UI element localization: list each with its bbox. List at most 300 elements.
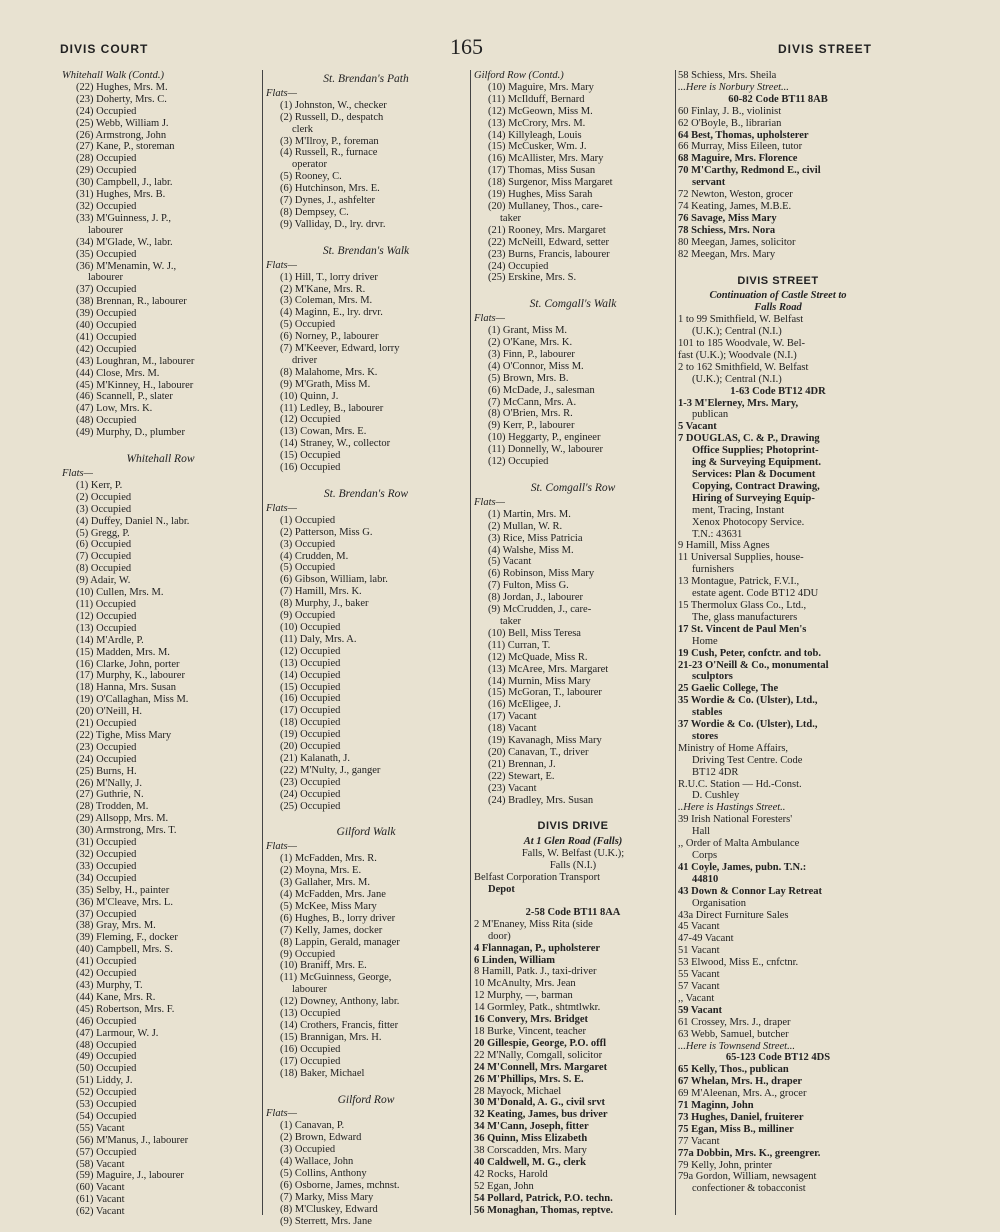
directory-line: (15) Occupied — [280, 681, 341, 693]
directory-line: 78 Schiess, Mrs. Nora — [678, 224, 776, 236]
directory-line: (17) Occupied — [280, 705, 341, 717]
directory-line: (49) Occupied — [76, 1051, 137, 1063]
directory-line: ...Here is Townsend Street... — [678, 1040, 795, 1052]
directory-line: (40) Campbell, Mrs. S. — [76, 944, 173, 956]
directory-line: 79 Kelly, John, printer — [678, 1159, 773, 1171]
directory-line: (53) Occupied — [76, 1099, 137, 1111]
directory-line: (4) McFadden, Mrs. Jane — [280, 889, 386, 900]
header-left: DIVIS COURT — [60, 42, 149, 56]
directory-line: (15) McGoran, T., labourer — [488, 687, 602, 699]
directory-line: (26) Armstrong, John — [76, 129, 167, 141]
directory-line: 65-123 Code BT12 4DS — [725, 1052, 831, 1064]
directory-line: (23) Burns, Francis, labourer — [488, 248, 610, 260]
directory-line: 101 to 185 Woodvale, W. Bel- — [678, 338, 805, 350]
directory-line: confectioner & tobacconist — [692, 1183, 806, 1195]
directory-line: taker — [500, 212, 521, 224]
directory-line: (4) Russell, R., furnace — [280, 147, 378, 159]
directory-line: (22) M'Nulty, J., ganger — [280, 764, 381, 776]
directory-line: (14) Occupied — [280, 669, 341, 681]
directory-line: 43a Direct Furniture Sales — [678, 909, 789, 921]
section-heading: St. Brendan's Row — [323, 489, 409, 500]
directory-line: (12) McQuade, Miss R. — [488, 651, 588, 663]
section-heading: St. Comgall's Walk — [529, 299, 617, 311]
directory-line: (37) Occupied — [76, 284, 137, 296]
directory-line: (7) Hamill, Mrs. K. — [280, 586, 362, 598]
directory-line: 39 Irish National Foresters' — [678, 814, 793, 826]
directory-line: 82 Meegan, Mrs. Mary — [678, 248, 776, 260]
directory-line: (13) Occupied — [76, 622, 137, 634]
directory-line: (45) Robertson, Mrs. F. — [76, 1003, 175, 1015]
directory-line: (11) Donnelly, W., labourer — [488, 444, 603, 456]
directory-line: (24) Occupied — [76, 105, 137, 117]
section-heading: DIVIS STREET — [737, 275, 819, 287]
directory-line: (33) Occupied — [76, 860, 137, 872]
directory-line: (51) Liddy, J. — [76, 1075, 133, 1087]
directory-line: 47-49 Vacant — [678, 933, 734, 945]
directory-line: (8) Dempsey, C. — [280, 206, 349, 218]
directory-line: 30 M'Donald, A. G., civil srvt — [474, 1097, 605, 1109]
directory-line: (23) Doherty, Mrs. C. — [76, 93, 167, 105]
directory-line: (U.K.); Central (N.I.) — [692, 373, 782, 385]
directory-line: 36 Quinn, Miss Elizabeth — [474, 1133, 588, 1145]
directory-line: 55 Vacant — [678, 969, 720, 981]
directory-line: 11 Universal Supplies, house- — [678, 552, 804, 564]
directory-line: 77 Vacant — [678, 1135, 720, 1147]
directory-line: 41 Coyle, James, pubn. T.N.: — [678, 861, 807, 873]
directory-line: 63 Webb, Samuel, butcher — [678, 1028, 789, 1040]
directory-line: 1-63 Code BT12 4DR — [730, 385, 826, 397]
directory-line: (30) Campbell, J., labr. — [76, 177, 173, 189]
directory-line: taker — [500, 615, 521, 627]
directory-line: (3) Occupied — [76, 503, 132, 515]
directory-line: Services: Plan & Document — [692, 469, 816, 480]
directory-line: (44) Close, Mrs. M. — [76, 367, 160, 379]
directory-line: (8) Jordan, J., labourer — [488, 592, 584, 604]
directory-line: (18) Occupied — [280, 717, 341, 729]
directory-line: 25 Gaelic College, The — [678, 683, 779, 695]
directory-line: (8) Murphy, J., baker — [280, 598, 369, 610]
directory-line: (15) Brannigan, Mrs. H. — [280, 1031, 382, 1043]
directory-line: 43 Down & Connor Lay Retreat — [678, 885, 822, 897]
directory-line: (10) Heggarty, P., engineer — [488, 432, 601, 444]
directory-line: (8) O'Brien, Mrs. R. — [488, 408, 573, 420]
directory-line: (14) Killyleagh, Louis — [488, 129, 582, 141]
directory-line: (61) Vacant — [76, 1194, 125, 1206]
directory-line: 14 Gormley, Patk., shtmtlwkr. — [474, 1002, 601, 1014]
directory-line: (24) Occupied — [280, 788, 341, 800]
directory-line: (12) Downey, Anthony, labr. — [280, 996, 400, 1008]
directory-line: (48) Occupied — [76, 1039, 137, 1051]
directory-line: 5 Vacant — [678, 421, 717, 433]
directory-line: (13) McCrory, Mrs. M. — [488, 117, 586, 129]
directory-line: (16) Clarke, John, porter — [76, 658, 180, 670]
directory-line: (14) M'Ardle, P. — [76, 634, 144, 646]
directory-line: 19 Cush, Peter, confctr. and tob. — [678, 647, 822, 659]
directory-line: 10 McAnulty, Mrs. Jean — [474, 978, 576, 990]
directory-line: (7) Kelly, James, docker — [280, 924, 383, 936]
directory-line: (27) Guthrie, N. — [76, 789, 144, 801]
directory-line: Whitehall Walk (Contd.) — [62, 70, 164, 81]
directory-line: (18) Hanna, Mrs. Susan — [76, 682, 177, 694]
directory-line: (57) Occupied — [76, 1146, 137, 1158]
directory-line: (22) Hughes, Mrs. M. — [76, 81, 168, 93]
directory-line: (46) Occupied — [76, 1015, 137, 1027]
directory-line: (13) McAree, Mrs. Margaret — [488, 663, 609, 675]
directory-line: (16) McEligee, J. — [488, 699, 561, 711]
directory-line: 67 Whelan, Mrs. H., draper — [678, 1076, 803, 1088]
directory-line: clerk — [292, 123, 313, 135]
directory-line: (8) Lappin, Gerald, manager — [280, 936, 400, 948]
directory-line: (5) McKee, Miss Mary — [280, 900, 377, 912]
directory-line: (11) Daly, Mrs. A. — [280, 633, 357, 645]
directory-line: furnishers — [692, 564, 734, 576]
page-number: 165 — [450, 34, 483, 59]
directory-line: ,, Order of Malta Ambulance — [678, 838, 800, 850]
directory-line: (23) Occupied — [76, 741, 137, 753]
directory-line: labourer — [292, 984, 327, 996]
section-heading: St. Brendan's Path — [323, 74, 409, 85]
spacer — [62, 439, 259, 450]
directory-line: Ministry of Home Affairs, — [678, 742, 789, 754]
directory-line: fast (U.K.); Woodvale (N.I.) — [678, 349, 797, 361]
directory-line: (20) Mullaney, Thos., care- — [488, 200, 603, 212]
section-heading: Gilford Row — [337, 1094, 395, 1106]
column-4 — [678, 70, 878, 1230]
directory-line: (32) Occupied — [76, 200, 137, 212]
section-heading: Gilford Walk — [336, 827, 396, 839]
directory-line: (12) Occupied — [280, 645, 341, 657]
spacer — [266, 812, 466, 823]
directory-line: 37 Wordie & Co. (Ulster), Ltd., — [678, 719, 818, 731]
column-divider — [262, 70, 263, 1215]
directory-line: (56) M'Manus, J., labourer — [76, 1134, 189, 1146]
directory-line: (5) Vacant — [488, 556, 532, 568]
directory-line: (47) Larmour, W. J. — [76, 1027, 159, 1039]
directory-line: (42) Occupied — [76, 343, 137, 355]
directory-line: 72 Newton, Weston, grocer — [678, 189, 793, 201]
directory-line: (17) Vacant — [488, 711, 537, 723]
directory-line: (21) Rooney, Mrs. Margaret — [488, 224, 606, 236]
directory-line: driver — [292, 354, 318, 366]
directory-line: Gilford Row (Contd.) — [474, 70, 564, 81]
directory-line: ,, Vacant — [678, 992, 715, 1004]
directory-line: ...Here is Norbury Street... — [678, 81, 789, 93]
section-heading: DIVIS DRIVE — [537, 821, 609, 833]
directory-line: (1) Occupied — [280, 514, 336, 526]
directory-line: (1) Hill, T., lorry driver — [280, 271, 378, 283]
directory-line: (4) Crudden, M. — [280, 550, 349, 562]
directory-line: (38) Brennan, R., labourer — [76, 296, 187, 308]
column-divider — [675, 70, 676, 1215]
directory-line: estate agent. Code BT12 4DU — [692, 588, 819, 600]
header-right: DIVIS STREET — [777, 42, 872, 56]
directory-line: (8) Malahome, Mrs. K. — [280, 366, 378, 378]
directory-line: (16) Occupied — [280, 1043, 341, 1055]
directory-line: R.U.C. Station — Hd.-Const. — [678, 778, 802, 790]
directory-line: (10) Occupied — [280, 621, 341, 633]
directory-line: 32 Keating, James, bus driver — [474, 1109, 608, 1121]
spacer — [678, 261, 878, 272]
directory-line: 2 to 162 Smithfield, W. Belfast — [678, 361, 809, 373]
directory-line: 4 Flannagan, P., upholsterer — [474, 942, 601, 954]
directory-line: (12) Occupied — [280, 414, 341, 426]
directory-line: 7 DOUGLAS, C. & P., Drawing — [678, 433, 820, 445]
directory-line: (7) McCann, Mrs. A. — [488, 396, 577, 408]
directory-line: ..Here is Hastings Street.. — [678, 802, 786, 814]
directory-line: 18 Burke, Vincent, teacher — [474, 1025, 587, 1037]
directory-line: (3) Coleman, Mrs. M. — [280, 295, 373, 307]
directory-line: (11) McGuinness, George, — [280, 972, 392, 984]
spacer — [474, 468, 672, 479]
directory-line: 61 Crossey, Mrs. J., draper — [678, 1016, 791, 1028]
directory-line: (2) Patterson, Miss G. — [280, 526, 373, 538]
directory-line: (14) Murnin, Miss Mary — [488, 675, 591, 687]
directory-line: 38 Corscadden, Mrs. Mary — [474, 1145, 587, 1157]
directory-line: (22) McNeill, Edward, setter — [488, 236, 610, 248]
directory-line: (2) O'Kane, Mrs. K. — [488, 337, 573, 349]
directory-line: Flats— — [62, 468, 93, 479]
directory-line: 56 Monaghan, Thomas, reptve. — [474, 1204, 614, 1216]
directory-line: (9) Adair, W. — [76, 575, 131, 587]
directory-line: 28 Mayock, Michael — [474, 1085, 562, 1097]
directory-line: (16) Occupied — [280, 693, 341, 705]
directory-line: (41) Occupied — [76, 956, 137, 968]
directory-line: (1) McFadden, Mrs. R. — [280, 853, 377, 865]
directory-line: (5) Occupied — [280, 319, 336, 331]
directory-line: (34) Occupied — [76, 872, 137, 884]
directory-line: 68 Maguire, Mrs. Florence — [678, 153, 798, 165]
directory-line: (6) Robinson, Miss Mary — [488, 568, 595, 580]
directory-line: (9) Kerr, P., labourer — [488, 420, 575, 432]
directory-line: Flats— — [474, 313, 505, 325]
directory-line: (25) Burns, H. — [76, 765, 137, 777]
directory-line: The, glass manufacturers — [692, 611, 798, 623]
directory-line: 26 M'Phillips, Mrs. S. E. — [474, 1073, 584, 1085]
directory-line: door) — [488, 930, 511, 942]
directory-line: (45) M'Kinney, H., labourer — [76, 379, 194, 391]
directory-line: 9 Hamill, Miss Agnes — [678, 540, 770, 552]
directory-line: (31) Occupied — [76, 837, 137, 849]
directory-line: (35) Selby, H., painter — [76, 884, 170, 896]
directory-line: (39) Fleming, F., docker — [76, 932, 178, 944]
directory-line: (7) Dynes, J., ashfelter — [280, 195, 376, 207]
directory-line: (8) Occupied — [76, 563, 132, 575]
directory-line: Xenox Photocopy Service. — [692, 516, 805, 528]
directory-line: (16) McAllister, Mrs. Mary — [488, 153, 604, 165]
directory-line: (39) Occupied — [76, 308, 137, 320]
section-heading: St. Brendan's Walk — [322, 245, 410, 257]
directory-line: (12) Occupied — [76, 610, 137, 622]
directory-line: (32) Occupied — [76, 849, 137, 860]
directory-line: (1) Grant, Miss M. — [488, 325, 568, 337]
directory-line: (54) Occupied — [76, 1110, 137, 1122]
directory-line: 34 M'Cann, Joseph, fitter — [474, 1121, 589, 1133]
directory-line: 22 M'Nally, Comgall, solicitor — [474, 1049, 603, 1061]
directory-line: Flats— — [266, 502, 297, 514]
directory-line: (28) Trodden, M. — [76, 801, 149, 813]
spacer — [474, 806, 672, 817]
directory-line: (34) M'Glade, W., labr. — [76, 236, 173, 248]
directory-line: (33) M'Guinness, J. P., — [76, 212, 171, 224]
directory-line: 64 Best, Thomas, upholsterer — [678, 129, 809, 141]
directory-line: 62 O'Boyle, B., librarian — [678, 117, 782, 129]
directory-line: (8) M'Cluskey, Edward — [280, 1203, 378, 1215]
directory-line: Flats— — [266, 841, 297, 853]
directory-line: 70 M'Carthy, Redmond E., civil — [678, 165, 821, 177]
spacer — [474, 284, 672, 295]
directory-line: Home — [692, 635, 718, 647]
directory-line: sculptors — [692, 671, 733, 683]
directory-line: (21) Kalanath, J. — [280, 752, 350, 764]
directory-line: (10) Cullen, Mrs. M. — [76, 587, 164, 599]
directory-line: (10) Quinn, J. — [280, 390, 339, 402]
directory-line: (38) Gray, Mrs. M. — [76, 920, 156, 932]
directory-line: (3) Rice, Miss Patricia — [488, 532, 583, 544]
directory-line: Belfast Corporation Transport — [474, 872, 600, 884]
directory-line: Organisation — [692, 897, 747, 909]
directory-line: (18) Vacant — [488, 723, 537, 735]
directory-line: D. Cushley — [692, 790, 740, 802]
directory-line: 51 Vacant — [678, 945, 720, 957]
directory-line: (36) M'Cleave, Mrs. L. — [76, 896, 173, 908]
directory-line: (4) O'Connor, Miss M. — [488, 360, 584, 372]
directory-line: (11) Ledley, B., labourer — [280, 402, 384, 414]
directory-line: Flats— — [266, 259, 297, 271]
section-heading: Whitehall Row — [126, 454, 195, 466]
directory-line: 40 Caldwell, M. G., clerk — [474, 1156, 586, 1168]
directory-line: 66 Murray, Miss Eileen, tutor — [678, 141, 803, 153]
directory-line: (3) Finn, P., labourer — [488, 348, 575, 360]
directory-line: (14) Crothers, Francis, fitter — [280, 1019, 399, 1031]
directory-line: 71 Maginn, John — [678, 1100, 754, 1112]
directory-line: (2) Occupied — [76, 491, 132, 503]
directory-line: 69 M'Aleenan, Mrs. A., grocer — [678, 1088, 807, 1100]
directory-line: (2) Mullan, W. R. — [488, 520, 563, 532]
directory-line: (43) Murphy, T. — [76, 979, 143, 991]
directory-line: Depot — [488, 884, 515, 895]
directory-line: (2) Moyna, Mrs. E. — [280, 865, 362, 877]
directory-line: (12) Occupied — [488, 456, 549, 468]
directory-line: Corps — [692, 850, 718, 861]
directory-line: (7) Marky, Miss Mary — [280, 1191, 374, 1203]
directory-line: (17) Murphy, K., labourer — [76, 670, 185, 682]
directory-line: (U.K.); Central (N.I.) — [692, 326, 782, 338]
directory-line: ing & Surveying Equipment. — [692, 457, 821, 469]
directory-line: (3) Occupied — [280, 1144, 336, 1156]
directory-line: (10) Maguire, Mrs. Mary — [488, 81, 594, 93]
directory-line: (55) Vacant — [76, 1122, 125, 1134]
directory-line: (19) Hughes, Miss Sarah — [488, 189, 593, 201]
directory-line: Flats— — [474, 496, 505, 508]
directory-line: (6) Norney, P., labourer — [280, 331, 379, 343]
directory-line: (13) Occupied — [280, 657, 341, 669]
directory-line: (41) Occupied — [76, 331, 137, 343]
directory-line: 80 Meegan, James, solicitor — [678, 236, 796, 248]
column-1 — [62, 70, 259, 1230]
directory-line: (59) Maguire, J., labourer — [76, 1170, 184, 1182]
directory-line: (52) Occupied — [76, 1087, 137, 1099]
directory-line: (1) Kerr, P. — [76, 479, 123, 491]
spacer — [474, 896, 672, 907]
directory-line: Falls (N.I.) — [549, 860, 597, 872]
directory-line: (27) Kane, P., storeman — [76, 141, 175, 153]
directory-line: (4) Duffey, Daniel N., labr. — [76, 515, 190, 527]
directory-line: (7) Fulton, Miss G. — [488, 580, 569, 592]
directory-line: (5) Collins, Anthony — [280, 1167, 367, 1179]
directory-line: (21) Brennan, J. — [488, 758, 556, 770]
directory-line: (11) Curran, T. — [488, 639, 551, 651]
directory-line: (5) Occupied — [280, 562, 336, 574]
directory-line: servant — [692, 177, 726, 189]
directory-line: (9) Valliday, D., lry. drvr. — [280, 218, 386, 230]
directory-line: (3) M'Ilroy, P., foreman — [280, 135, 379, 147]
section-heading: St. Comgall's Row — [530, 483, 616, 494]
directory-line: (3) Gallaher, Mrs. M. — [280, 877, 370, 889]
directory-line: (17) Thomas, Miss Susan — [488, 165, 596, 177]
directory-line: (29) Allsopp, Mrs. M. — [76, 813, 169, 825]
directory-line: 58 Schiess, Mrs. Sheila — [678, 70, 777, 81]
directory-line: 45 Vacant — [678, 921, 720, 933]
directory-line: Flats— — [266, 87, 297, 99]
directory-line: 16 Convery, Mrs. Bridget — [474, 1014, 589, 1026]
directory-line: (6) McDade, J., salesman — [488, 384, 595, 396]
directory-line: (19) Occupied — [280, 729, 341, 741]
directory-line: (5) Gregg, P. — [76, 527, 130, 539]
directory-line: 59 Vacant — [678, 1004, 723, 1016]
directory-line: (17) Occupied — [280, 1055, 341, 1067]
directory-line: 73 Hughes, Daniel, fruiterer — [678, 1111, 804, 1123]
directory-line: (10) Braniff, Mrs. E. — [280, 960, 367, 972]
directory-line: Copying, Contract Drawing, — [692, 480, 820, 492]
directory-line: (25) Occupied — [280, 800, 341, 812]
directory-line: (40) Occupied — [76, 320, 137, 332]
directory-line: (4) Maginn, E., lry. drvr. — [280, 307, 383, 319]
directory-line: 77a Dobbin, Mrs. K., greengrer. — [678, 1147, 821, 1159]
directory-line: 74 Keating, James, M.B.E. — [678, 200, 792, 212]
directory-line: (4) Wallace, John — [280, 1156, 354, 1168]
directory-line: (2) Brown, Edward — [280, 1132, 362, 1144]
directory-line: (13) Occupied — [280, 1008, 341, 1020]
directory-line: (18) Baker, Michael — [280, 1067, 365, 1079]
directory-line: labourer — [88, 272, 123, 284]
directory-line: (9) Occupied — [280, 610, 336, 622]
directory-line: Driving Test Centre. Code — [692, 754, 803, 766]
directory-line: (9) Occupied — [280, 948, 336, 960]
directory-line: (22) Tighe, Miss Mary — [76, 729, 172, 741]
spacer — [266, 231, 466, 242]
directory-line: (9) M'Grath, Miss M. — [280, 378, 371, 390]
directory-line: 12 Murphy, —, barman — [474, 990, 573, 1002]
directory-line: (5) Brown, Mrs. B. — [488, 372, 569, 384]
directory-line: (62) Vacant — [76, 1206, 125, 1218]
directory-line: 17 St. Vincent de Paul Men's — [678, 623, 807, 635]
directory-line: 13 Montague, Patrick, F.V.I., — [678, 576, 800, 588]
directory-line: 21-23 O'Neill & Co., monumental — [678, 659, 829, 671]
directory-line: Office Supplies; Photoprint- — [692, 445, 819, 457]
directory-line: (24) Bradley, Mrs. Susan — [488, 794, 594, 806]
directory-line: (6) Hutchinson, Mrs. E. — [280, 183, 380, 195]
directory-line: 76 Savage, Miss Mary — [678, 212, 777, 224]
directory-line: (4) Walshe, Miss M. — [488, 544, 574, 556]
directory-line: (22) Stewart, E. — [488, 770, 555, 782]
directory-line: T.N.: 43631 — [692, 528, 743, 540]
directory-line: 44810 — [692, 873, 719, 885]
directory-line: Hiring of Surveying Equip- — [692, 492, 815, 504]
spacer — [266, 474, 466, 485]
directory-line: (11) Occupied — [76, 598, 136, 610]
directory-line: (19) O'Callaghan, Miss M. — [76, 694, 189, 706]
directory-line: (20) Occupied — [280, 741, 341, 753]
